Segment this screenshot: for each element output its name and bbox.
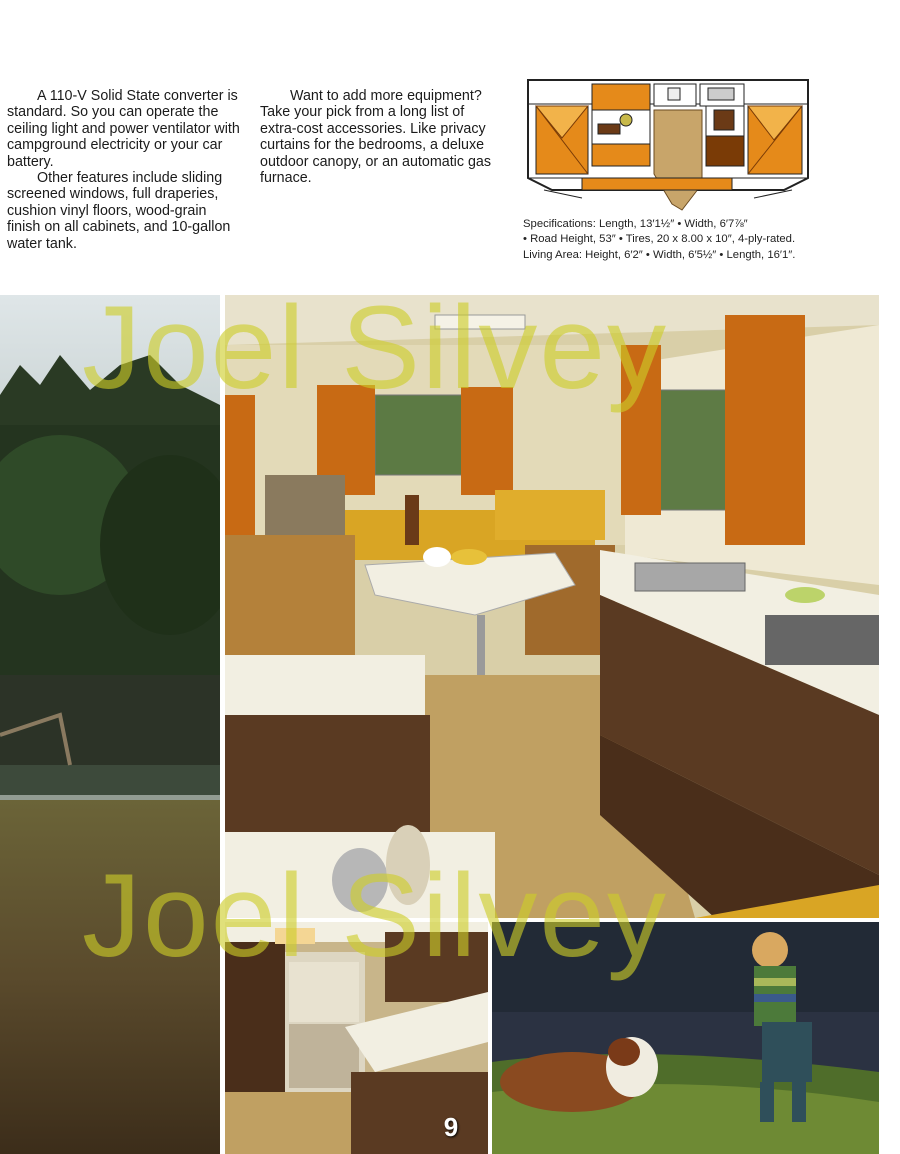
- accessories-paragraph: Want to add more equipment? Take your pick from a long list of extra-cost accessories. Like privacy curtains for the bedrooms, a deluxe outdoor canopy, or an automatic gas furnace.: [260, 88, 492, 187]
- accessories-text-column: [260, 88, 492, 186]
- specs-line-2: • Road Height, 53″ • Tires, 20 x 8.00 x 10″, 4-ply-rated.: [523, 233, 796, 246]
- specifications-block: [523, 217, 853, 263]
- boy-and-dog-photo: [492, 922, 879, 1154]
- watermark-top: Joel Silvey: [82, 282, 669, 414]
- specs-line-1: Specifications: Length, 13′1½″ • Width, 6′7⅞″: [523, 218, 748, 230]
- watermark-bottom: Joel Silvey: [82, 850, 669, 982]
- trailer-floorplan-illustration: [522, 74, 814, 212]
- specs-line-3: Living Area: Height, 6′2″ • Width, 6′5½″ • Length, 16′1″.: [523, 248, 796, 261]
- trailer-interior-photo: [225, 295, 879, 918]
- intro-text-column: [7, 88, 240, 252]
- converter-paragraph: A 110-V Solid State converter is standard. So you can operate the ceiling light and power ventilator with campground electricity or your car battery.: [7, 88, 240, 170]
- features-paragraph: Other features include sliding screened windows, full draperies, cushion vinyl floors, wood-grain finish on all cabinets, and 10-gallon water tank.: [7, 170, 231, 252]
- page-number: 9: [443, 1112, 459, 1142]
- forest-lake-photo: [0, 295, 220, 1154]
